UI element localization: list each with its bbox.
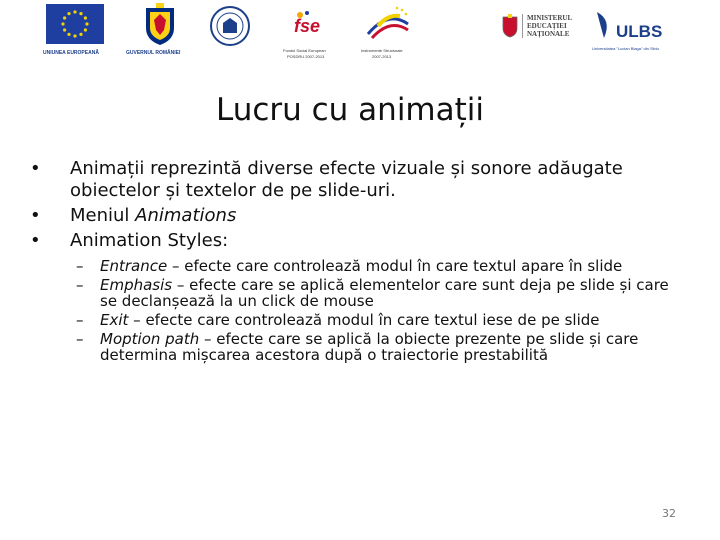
romania-coat-of-arms-logo [142, 2, 178, 46]
ministry-seal-logo [210, 6, 250, 46]
ministry-line-1: MINISTERUL [527, 14, 573, 22]
ulbs-caption: Universitatea "Lucian Blaga" din Sibiu [592, 46, 659, 51]
ulbs-title: ULBS [616, 22, 663, 41]
sub-text: – efecte care controlează modul în care textul iese de pe slide [128, 311, 600, 329]
fse-logo [290, 8, 330, 38]
is-caption-1: Instrumente Structurale [361, 48, 403, 53]
sub-term: Moption path [100, 330, 200, 348]
sub-text: – efecte care controlează modul în care textul apare în slide [167, 257, 623, 275]
bullet-item [28, 158, 688, 202]
sub-text: – efecte care se aplică elementelor care sunt deja pe slide și care se declanșează la un click de mouse [100, 276, 669, 310]
ministry-education-crest-icon [501, 14, 519, 38]
bullet-text: Animații reprezintă diverse efecte vizuale și sonore adăugate obiectelor și textelor de pe slide-uri. [70, 158, 623, 201]
bullet-item [28, 205, 688, 227]
gov-caption: GUVERNUL ROMÂNIEI [126, 50, 181, 56]
fse-caption-1: Fondul Social European [283, 48, 326, 53]
bullet-text: Animation Styles: [70, 230, 229, 251]
sub-item [28, 258, 688, 274]
sub-item [28, 277, 688, 309]
bullet-text: Meniul [70, 205, 130, 226]
bullet-item [28, 230, 688, 252]
eu-caption: UNIUNEA EUROPEANĂ [43, 50, 99, 56]
dash-icon: – [76, 257, 84, 275]
bullet-dot-icon: • [30, 158, 41, 179]
sub-list [28, 258, 688, 363]
sub-text: – efecte care se aplică la obiecte prezente pe slide și care determina mișcarea acestora după o traiectorie prestabilită [100, 330, 639, 364]
dash-icon: – [76, 311, 84, 329]
logo-strip [0, 0, 720, 70]
sub-term: Exit [100, 311, 129, 329]
dash-icon: – [76, 330, 84, 348]
slide-title: Lucru cu animații [215, 92, 485, 128]
page-number: 32 [662, 507, 676, 520]
ministry-education-logo [522, 14, 577, 38]
slide-body [28, 158, 688, 366]
ulbs-crest-icon [594, 10, 614, 40]
ministry-line-2: EDUCAȚIEI [527, 22, 567, 30]
sub-term: Entrance [100, 257, 168, 275]
sub-item [28, 312, 688, 328]
structural-instruments-logo [364, 4, 412, 44]
svg-text:fse: fse [294, 16, 321, 36]
eu-flag-logo [46, 4, 104, 44]
dash-icon: – [76, 276, 84, 294]
fse-caption-2: POSDRU 2007-2013 [287, 54, 325, 59]
sub-item [28, 331, 688, 363]
bullet-dot-icon: • [30, 230, 41, 251]
sub-term: Emphasis [100, 276, 173, 294]
ministry-line-3: NAȚIONALE [527, 30, 570, 38]
bullet-dot-icon: • [30, 205, 41, 226]
menu-name: Animations [135, 205, 237, 226]
is-caption-2: 2007-2013 [372, 54, 392, 59]
